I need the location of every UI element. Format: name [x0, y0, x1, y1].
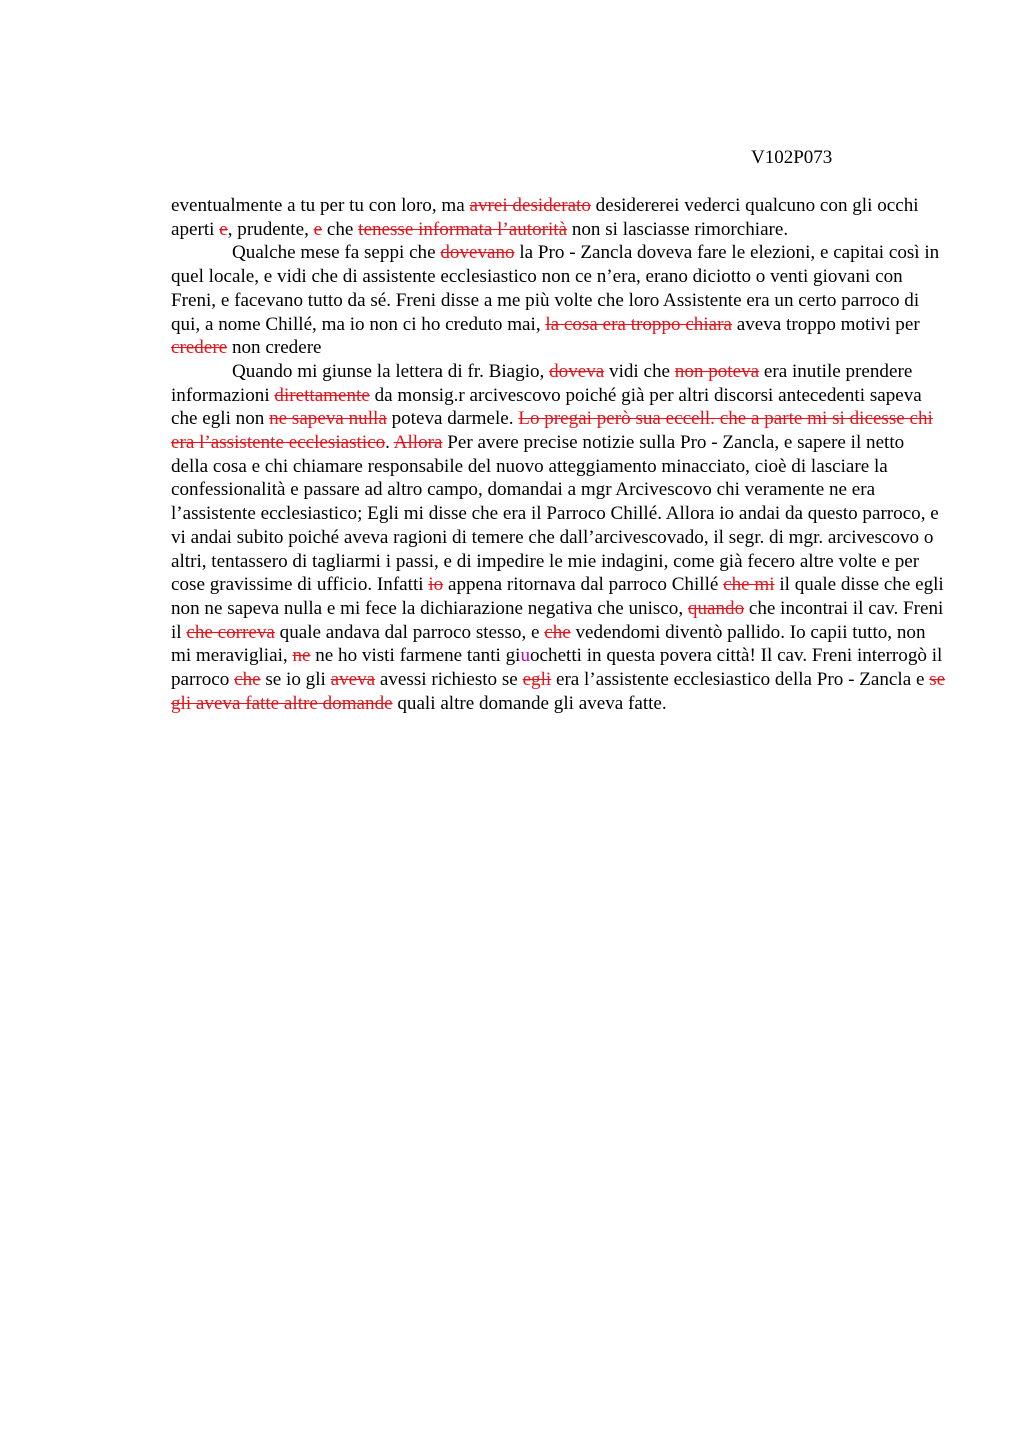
deleted-text: Lo pregai però sua eccell. che a parte mi si dicesse chi era l’assistente ecclesiastico — [171, 408, 933, 454]
deleted-text: che mi — [723, 574, 775, 596]
deleted-text: e — [313, 218, 323, 240]
page-id: V102P073 — [751, 147, 833, 168]
deleted-text: che correva — [186, 621, 275, 643]
deleted-text: tenesse informata l’autorità — [358, 218, 568, 240]
deleted-text: ne sapeva nulla — [269, 408, 387, 430]
deleted-text: aveva — [330, 669, 376, 691]
deleted-text: se gli aveva fatte altre domande — [171, 669, 946, 714]
deleted-text: io — [428, 574, 444, 596]
deleted-text: ne — [292, 645, 311, 667]
deleted-text: che — [544, 621, 571, 643]
deleted-text: quando — [687, 597, 745, 619]
deleted-text: avrei desiderato — [469, 195, 591, 216]
deleted-text: Allora — [393, 432, 443, 454]
deleted-text: non poteva — [674, 360, 760, 382]
deleted-text: credere — [171, 337, 228, 359]
deleted-text: egli — [522, 669, 552, 691]
deleted-text: doveva — [549, 360, 605, 382]
paragraph: Qualche mese fa seppi che dovevano la Pro - Zancla doveva fare le elezioni, e capitai così in quel locale, e vidi che di assistente ecclesiastico non ce n’era, erano diciotto o venti giovani con Freni, e facevano tutto da sé. Freni disse a me più volte che loro Assistente era un certo parroco di qui, a nome Chillé, ma io non ci ho creduto mai, la cosa era troppo chiara aveva troppo motivi per credere non credere — [171, 242, 940, 359]
deleted-text: dovevano — [440, 242, 515, 264]
deleted-text: la cosa era troppo chiara — [545, 313, 732, 335]
inserted-text: u — [520, 645, 530, 667]
paragraph: eventualmente a tu per tu con loro, ma avrei desiderato desidererei vederci qualcuno con gli occhi aperti e, prudente, e che tenesse informata l’autorità non si lasciasse rimorchiare. — [171, 195, 919, 240]
document-body — [171, 194, 946, 715]
deleted-text: e — [219, 218, 228, 240]
deleted-text: che — [234, 669, 261, 691]
deleted-text: direttamente — [274, 384, 370, 406]
paragraph: Quando mi giunse la lettera di fr. Biagio, doveva vidi che non poteva era inutile prendere informazioni direttamente da monsig.r arcivescovo poiché già per altri discorsi antecedenti sapeva che egli non ne sapeva nulla poteva darmele. Lo pregai però sua eccell. che a parte mi si dicesse chi era l’assistente ecclesiastico. Allora Per avere precise notizie sulla Pro - Zancla, e sapere il netto della cosa e chi chiamare responsabile del nuovo atteggiamento minacciato, cioè di lasciare la confessionalità e passare ad altro campo, domandai a mgr Arcivescovo chi veramente ne era l’assistente ecclesiastico; Egli mi disse che era il Parroco Chillé. Allora io andai da questo parroco, e vi andai subito poiché aveva ragioni di temere che dall’arcivescovado, il segr. di mgr. arcivescovo o altri, tentassero di tagliarmi i passi, e di impedire le mie indagini, come già fecero altre volte e per cose gravissime di ufficio. Infatti io appena ritornava dal parroco Chillé che mi il quale disse che egli non ne sapeva nulla e mi fece la dichiarazione negativa che unisco, quando che incontrai il cav. Freni il che correva quale andava dal parroco stesso, e che vedendomi diventò pallido. Io capii tutto, non mi meravigliai, ne ne ho visti farmene tanti giuochetti in questa povera città! Il cav. Freni interrogò il parroco che se io gli aveva avessi richiesto se egli era l’assistente ecclesiastico della Pro - Zancla e se gli aveva fatte altre domande quali altre domande gli aveva fatte. — [171, 360, 946, 714]
